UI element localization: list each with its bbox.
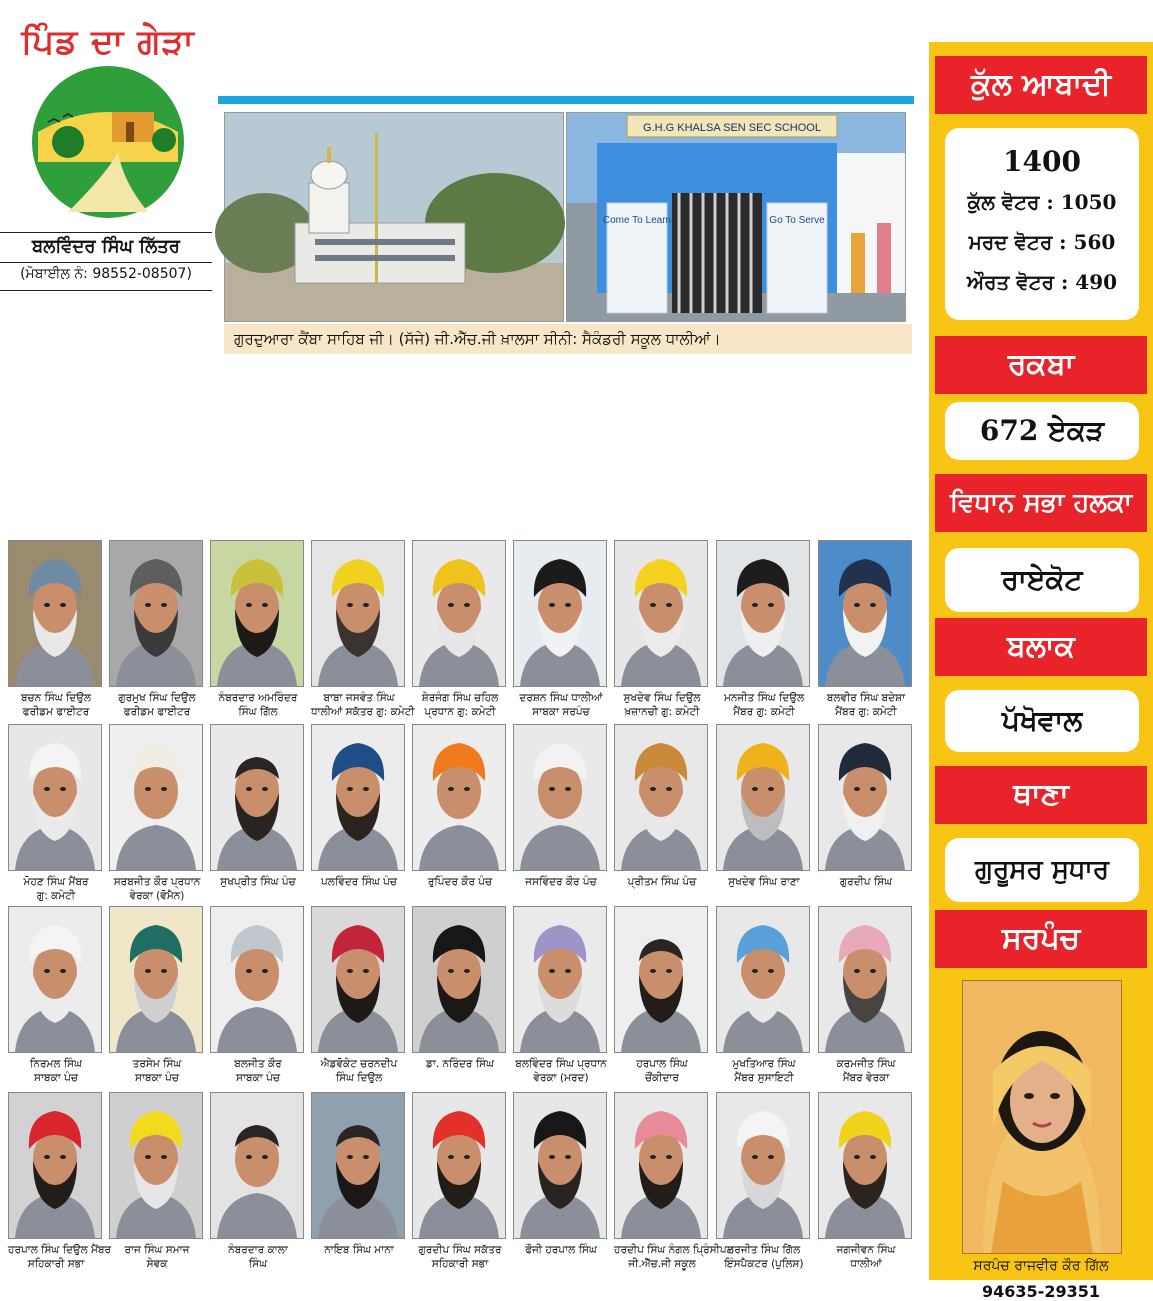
person-designation: ਜੀ.ਐੱਚ.ਜੀ ਸਕੂਲ (628, 1258, 696, 1270)
person-name: ਹਰਪਾਲ ਸਿੰਘ (636, 1058, 688, 1070)
police-value: ਗੁਰੂਸਰ ਸੁਧਾਰ (975, 855, 1109, 885)
person-name: ਡਾ. ਨਰਿੰਦਰ ਸਿੰਘ (426, 1058, 494, 1070)
header-band (218, 96, 914, 104)
person-name: ਪਲਵਿੰਦਰ ਸਿੰਘ ਪੰਚ (321, 876, 397, 888)
person-name: ਗੁਰਮੁਖ ਸਿੰਘ ਦਿਉਲ (118, 692, 196, 704)
school-sign: G.H.G KHALSA SEN SEC SCHOOL (643, 122, 821, 134)
person-photo (412, 1092, 506, 1239)
person-name: ਬਾਬਾ ਜਸਵੰਤ ਸਿੰਘ (323, 692, 395, 704)
person-designation: ਧਾਲੀਆਂ (850, 1258, 882, 1270)
person-card (412, 1092, 508, 1271)
person-card (109, 540, 205, 719)
person-photo (716, 540, 810, 687)
person-name: ਨਾਇਬ ਸਿੰਘ ਮਾਨਾ (324, 1244, 394, 1256)
area-label: ਰਕਬਾ (935, 336, 1147, 394)
constituency-box (945, 548, 1139, 612)
person-photo (614, 724, 708, 871)
person-name: ਨਿਰਮਲ ਸਿੰਘ (30, 1058, 82, 1070)
sarpanch-phone: 94635-29351 (982, 1282, 1100, 1301)
logo (0, 22, 216, 228)
person-designation: ਵੇਰਕਾ (ਵੋਮੈਨ) (129, 890, 185, 902)
person-card (8, 540, 104, 719)
population-box (945, 128, 1139, 320)
sarpanch-name: ਸਰਪੰਚ ਰਾਜਵੀਰ ਕੌਰ ਗਿੱਲ (973, 1258, 1109, 1274)
person-designation: ਸਿੰਘ ਗਿੱਲ (238, 706, 278, 718)
person-card (513, 906, 609, 1085)
person-photo (614, 540, 708, 687)
person-designation: ਵੇਰਕਾ (ਮਰਦ) (533, 1072, 589, 1084)
person-photo (716, 906, 810, 1053)
person-designation: ਸੇਵਕ (146, 1258, 168, 1270)
constituency-value: ਰਾਏਕੋਟ (1001, 563, 1083, 596)
person-name: ਸੁਖਦੇਵ ਸਿੰਘ ਦਿਉਲ (623, 692, 701, 704)
person-designation: ਸਾਬਕਾ ਸਰਪੰਚ (532, 706, 590, 718)
person-designation: ਮੈਂਬਰ ਵੇਰਕਾ (842, 1072, 890, 1084)
school-photo (566, 112, 906, 322)
person-photo (210, 540, 304, 687)
constituency-label: ਵਿਧਾਨ ਸਭਾ ਹਲਕਾ (935, 474, 1147, 532)
person-card (109, 906, 205, 1085)
person-photo (210, 1092, 304, 1239)
voters-total: ਕੁੱਲ ਵੋਟਰ : 1050 (967, 190, 1117, 214)
person-designation: ਸਾਬਕਾ ਪੰਚ (34, 1072, 78, 1084)
voters-female: ਔਰਤ ਵੋਟਰ : 490 (966, 270, 1118, 294)
sarpanch-photo (962, 980, 1122, 1254)
photo-caption: ਗੁਰਦੁਆਰਾ ਕੈਂਬਾ ਸਾਹਿਬ ਜੀ। (ਸੱਜੇ) ਜੀ.ਐੱਚ.ਜੀ ਖ਼ਾਲਸਾ ਸੀਨੀ: ਸੈਕੰਡਰੀ ਸਕੂਲ ਧਾਲੀਆਂ। (224, 324, 912, 354)
person-card (109, 1092, 205, 1271)
person-card (311, 540, 415, 719)
person-card (109, 724, 205, 903)
person-card (614, 906, 710, 1085)
village-landscape-icon (8, 62, 208, 222)
person-name: ਨੰਬਰਦਾਰ ਕਾਲਾ (228, 1244, 288, 1256)
person-name: ਬਲਵਿੰਦਰ ਸਿੰਘ ਪ੍ਰਧਾਨ (515, 1058, 607, 1070)
person-card (311, 906, 407, 1085)
person-card (614, 724, 710, 889)
person-card (412, 724, 508, 889)
person-photo (311, 724, 405, 871)
person-photo (716, 1092, 810, 1239)
person-designation: ਪ੍ਰਧਾਨ ਗੁ: ਕਮੇਟੀ (424, 706, 496, 718)
person-card (614, 1092, 734, 1271)
person-photo (109, 906, 203, 1053)
person-designation: ਧਾਲੀਆਂ ਸਕੱਤਰ ਗੁ: ਕਮੇਟੀ (311, 706, 415, 718)
person-name: ਹਰਪਾਲ ਸਿੰਘ ਦਿਉਲ ਮੈਂਬਰ (8, 1244, 112, 1256)
person-name: ਗੁਰਦੀਪ ਸਿੰਘ ਸਕੱਤਰ (418, 1244, 502, 1256)
person-card (210, 540, 306, 719)
person-name: ਰਾਜ ਸਿੰਘ ਸਮਾਜ (124, 1244, 190, 1256)
person-card (8, 906, 104, 1085)
person-designation: ਸਿੰਘ ਦਿਉਲ (335, 1072, 383, 1084)
person-card (818, 724, 914, 889)
person-card (311, 724, 407, 889)
gurdwara-photo (224, 112, 564, 322)
person-card (513, 724, 609, 889)
person-name: ਦਰਸ਼ਨ ਸਿੰਘ ਧਾਲੀਆਂ (519, 692, 603, 704)
person-name: ਮੁਖਤਿਆਰ ਸਿੰਘ (732, 1058, 796, 1070)
person-photo (8, 906, 102, 1053)
logo-title: ਪਿੰਡ ਦਾ ਗੇੜਾ (21, 22, 195, 62)
person-designation: ਸਿੰਘ (248, 1258, 268, 1270)
person-card (513, 1092, 609, 1257)
person-photo (412, 724, 506, 871)
reporter-phone: (ਮੋਬਾਈਲ ਨੰ: 98552-08507) (20, 266, 192, 282)
person-card (311, 1092, 407, 1257)
village-info-panel (929, 42, 1153, 1301)
person-photo (716, 724, 810, 871)
person-photo (412, 540, 506, 687)
person-designation: ਚੌਂਕੀਦਾਰ (645, 1072, 679, 1084)
person-name: ਮਨਜੀਤ ਸਿੰਘ ਦਿਉਲ (723, 692, 805, 704)
person-name: ਫੌਜੀ ਹਰਪਾਲ ਸਿੰਘ (525, 1244, 597, 1256)
person-name: ਹਰਦੀਪ ਸਿੰਘ ਨੰਗਲ ਪ੍ਰਿੰਸੀਪਲ (614, 1244, 734, 1256)
person-card (716, 540, 812, 719)
police-box (945, 838, 1139, 902)
person-designation: ਇੰਸਪੈਕਟਰ (ਪੁਲਿਸ) (724, 1258, 804, 1270)
person-name: ਬਲਵੀਰ ਸਿੰਘ ਬਦੇਸ਼ਾ (826, 692, 906, 704)
area-box (945, 402, 1139, 460)
door-left-text: Come To Learn (602, 215, 672, 226)
person-name: ਹਰਜੀਤ ਸਿੰਘ ਗਿੱਲ (727, 1244, 801, 1256)
person-photo (210, 724, 304, 871)
person-card (210, 724, 306, 889)
person-photo (109, 540, 203, 687)
person-photo (614, 1092, 708, 1239)
person-name: ਐਡਵੋਕੇਟ ਚਰਨਦੀਪ (320, 1058, 398, 1070)
person-card (716, 724, 812, 889)
voters-male: ਮਰਦ ਵੋਟਰ : 560 (968, 230, 1116, 254)
person-name: ਸਰਬਜੀਤ ਕੌਰ ਪ੍ਰਧਾਨ (113, 876, 201, 888)
person-photo (311, 540, 405, 687)
person-photo (818, 1092, 912, 1239)
person-card (716, 1092, 812, 1271)
person-card (210, 1092, 306, 1271)
person-name: ਤਰਸੇਮ ਸਿੰਘ (132, 1058, 182, 1070)
person-name: ਜਗਜੀਵਨ ਸਿੰਘ (836, 1244, 896, 1256)
person-name: ਰੁਪਿੰਦਰ ਕੌਰ ਪੰਚ (427, 876, 493, 888)
person-photo (513, 540, 607, 687)
person-designation: ਫਰੀਡਮ ਫਾਈਟਰ (123, 706, 191, 718)
person-name: ਸੁਖਦੇਵ ਸਿੰਘ ਰਾਣਾ (728, 876, 800, 888)
person-name: ਬਚਨ ਸਿੰਘ ਦਿਉਲ (20, 692, 92, 704)
person-card (513, 540, 609, 719)
person-card (412, 540, 508, 719)
person-designation: ਮੈਂਬਰ ਗੁ: ਕਮੇਟੀ (835, 706, 897, 718)
person-designation: ਗੁ: ਕਮੇਟੀ (36, 890, 76, 902)
person-designation: ਸਾਬਕਾ ਪੰਚ (135, 1072, 179, 1084)
person-name: ਬਲਜੀਤ ਕੌਰ (234, 1058, 282, 1070)
person-designation: ਫਰੀਡਮ ਫਾਈਟਰ (22, 706, 90, 718)
police-label: ਥਾਣਾ (935, 766, 1147, 824)
person-photo (614, 906, 708, 1053)
block-box (945, 690, 1139, 752)
person-photo (818, 724, 912, 871)
person-card (8, 724, 104, 903)
person-card (818, 906, 914, 1085)
person-name: ਸੁਖਪ੍ਰੀਤ ਸਿੰਘ ਪੰਚ (220, 876, 296, 888)
person-designation: ਸਾਬਕਾ ਪੰਚ (236, 1072, 280, 1084)
person-photo (8, 540, 102, 687)
person-designation: ਸਹਿਕਾਰੀ ਸਭਾ (27, 1258, 85, 1270)
person-name: ਨੰਬਰਦਾਰ ਅਮਰਿੰਦਰ (218, 692, 298, 704)
person-card (210, 906, 306, 1085)
person-card (818, 1092, 914, 1271)
person-photo (513, 1092, 607, 1239)
person-designation: ਖ਼ਜ਼ਾਨਚੀ ਗੁ: ਕਮੇਟੀ (624, 706, 700, 718)
person-photo (311, 1092, 405, 1239)
person-photo (412, 906, 506, 1053)
person-name: ਗੁਰਦੀਪ ਸਿੰਘ (839, 876, 893, 888)
person-name: ਕਰਮਜੀਤ ਸਿੰਘ (836, 1058, 896, 1070)
population-value: 1400 (1003, 145, 1081, 178)
person-photo (818, 906, 912, 1053)
person-designation: ਮੈਂਬਰ ਗੁ: ਕਮੇਟੀ (733, 706, 795, 718)
person-photo (109, 1092, 203, 1239)
person-photo (513, 906, 607, 1053)
person-card (8, 1092, 112, 1271)
person-name: ਸ਼ੇਰਜੰਗ ਸਿੰਘ ਚਹਿਲ (421, 692, 499, 704)
person-designation: ਸਹਿਕਾਰੀ ਸਭਾ (431, 1258, 489, 1270)
person-photo (513, 724, 607, 871)
block-value: ਪੱਖੋਵਾਲ (1001, 704, 1083, 737)
person-card (716, 906, 812, 1085)
person-card (818, 540, 914, 719)
person-name: ਪ੍ਰੀਤਮ ਸਿੰਘ ਪੰਚ (627, 876, 697, 888)
door-right-text: Go To Serve (769, 215, 825, 226)
person-photo (818, 540, 912, 687)
person-photo (8, 724, 102, 871)
reporter-name: ਬਲਵਿੰਦਰ ਸਿੰਘ ਲਿੱਤਰ (32, 236, 180, 257)
area-value: 672 ਏਕੜ (979, 414, 1105, 447)
population-label: ਕੁੱਲ ਆਬਾਦੀ (935, 56, 1147, 114)
person-name: ਜਸਵਿੰਦਰ ਕੌਰ ਪੰਚ (525, 876, 597, 888)
person-photo (210, 906, 304, 1053)
sarpanch-label: ਸਰਪੰਚ (935, 910, 1147, 968)
person-designation: ਮੈਂਬਰ ਸੁਸਾਇਟੀ (734, 1072, 794, 1084)
block-label: ਬਲਾਕ (935, 618, 1147, 676)
person-photo (311, 906, 405, 1053)
person-name: ਮੋਹਣ ਸਿੰਘ ਮੈਂਬਰ (23, 876, 89, 888)
person-photo (109, 724, 203, 871)
person-photo (8, 1092, 102, 1239)
person-card (412, 906, 508, 1071)
person-card (614, 540, 710, 719)
